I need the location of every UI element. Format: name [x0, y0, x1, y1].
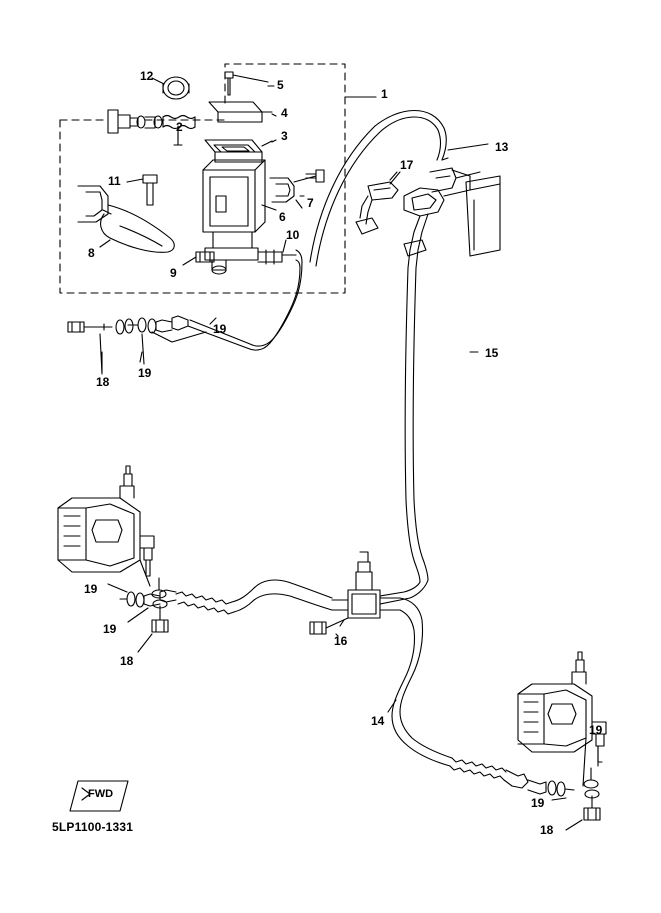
callout-10: 10 [286, 228, 300, 242]
callout-13: 13 [495, 140, 509, 154]
callout-18-lower-left: 18 [120, 654, 134, 668]
callout-14: 14 [371, 714, 385, 728]
callout-11: 11 [108, 174, 121, 188]
callout-19-right-b: 19 [531, 796, 545, 810]
callout-15: 15 [485, 346, 499, 360]
callout-18-lower-right: 18 [540, 823, 554, 837]
part-number-label: 5LP1100-1331 [52, 820, 134, 834]
callout-5: 5 [277, 78, 284, 92]
callout-16: 16 [334, 634, 348, 648]
callout-8: 8 [88, 246, 95, 260]
callout-7: 7 [307, 196, 314, 210]
callout-3: 3 [281, 129, 288, 143]
callout-6: 6 [279, 210, 286, 224]
callout-9: 9 [170, 266, 177, 280]
callout-19-upper-b: 19 [138, 366, 152, 380]
callout-17: 17 [400, 158, 414, 172]
fwd-direction-label: FWD [88, 788, 114, 800]
callout-19-left-b: 19 [103, 622, 117, 636]
callout-19-right-a: 19 [589, 723, 603, 737]
callout-18-upper-left: 18 [96, 375, 110, 389]
callout-1: 1 [381, 87, 388, 101]
callout-19-upper-a: 19 [213, 322, 227, 336]
callout-19-left-a: 19 [84, 582, 98, 596]
callout-2: 2 [176, 120, 183, 134]
callout-12: 12 [140, 69, 154, 83]
callout-4: 4 [281, 106, 288, 120]
